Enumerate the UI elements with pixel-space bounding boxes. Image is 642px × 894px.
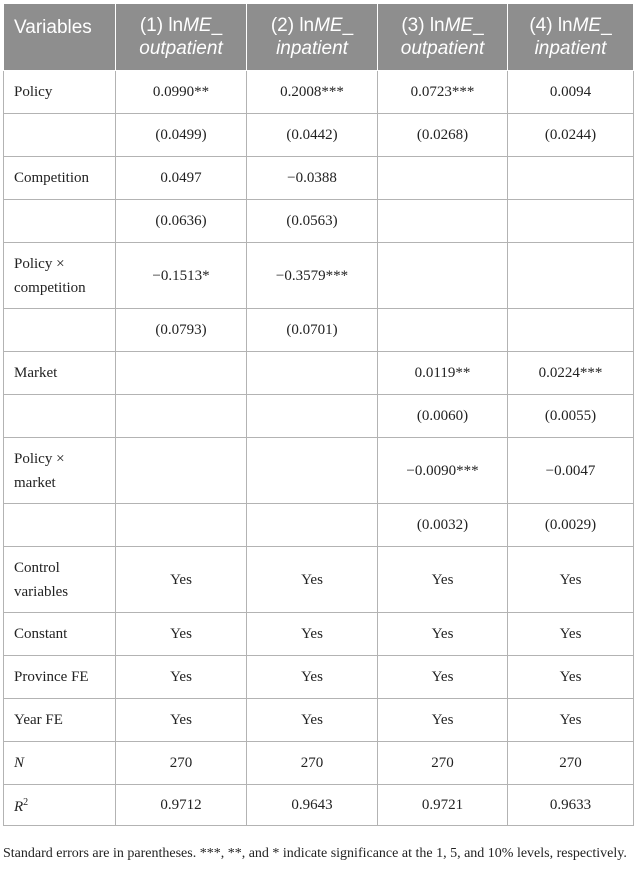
row-label: Market [4,352,116,395]
row-label [4,504,116,547]
table-cell: Yes [508,613,634,656]
table-row [4,699,634,742]
table-cell [247,504,378,547]
table-cell: Yes [378,547,508,613]
table-cell [378,157,508,200]
header-col-2-line2: inpatient [276,38,348,59]
header-col-2-line1: (2) lnME_ [270,15,354,36]
table-cell: −0.0047 [508,438,634,504]
table-cell: Yes [116,656,247,699]
header-col-3 [378,4,508,71]
row-label [4,309,116,352]
row-label [4,200,116,243]
header-col-3-line2: outpatient [400,38,485,59]
table-row [4,309,634,352]
table-cell [508,157,634,200]
regression-table [3,3,634,826]
table-cell [378,309,508,352]
table-cell: 0.9633 [508,785,634,826]
table-cell: (0.0701) [247,309,378,352]
header-col-4 [508,4,634,71]
table-row [4,243,634,309]
table-cell [378,200,508,243]
table-cell: 270 [247,742,378,785]
row-label [4,114,116,157]
table-cell: Yes [247,699,378,742]
table-cell: (0.0055) [508,395,634,438]
table-cell [116,438,247,504]
table-body [4,71,634,826]
table-cell [508,243,634,309]
table-row [4,504,634,547]
table-cell: 270 [508,742,634,785]
table-cell: 270 [116,742,247,785]
table-row [4,438,634,504]
header-col-1-line2: outpatient [139,38,223,59]
table-row [4,71,634,114]
row-label: Policy × market [4,438,116,504]
header-row [4,4,634,71]
header-col-4-line1: (4) lnME_ [529,15,612,36]
table-cell: (0.0029) [508,504,634,547]
table-cell: Yes [508,656,634,699]
table-cell: (0.0442) [247,114,378,157]
table-cell: Yes [116,613,247,656]
table-cell: Yes [378,656,508,699]
header-col-1-line1: (1) lnME_ [139,15,223,36]
table-cell [116,395,247,438]
table-cell: 0.9643 [247,785,378,826]
table-cell: 0.0990** [116,71,247,114]
row-label-text: N [14,755,25,771]
table-cell: 0.0497 [116,157,247,200]
table-cell: (0.0563) [247,200,378,243]
table-cell: 0.0119** [378,352,508,395]
row-label: $R^2$ [4,785,116,826]
row-label: Competition [4,157,116,200]
row-label: Policy × competition [4,243,116,309]
table-row [4,656,634,699]
table-cell [247,395,378,438]
table-cell: (0.0499) [116,114,247,157]
table-cell: Yes [116,699,247,742]
table-footnote: Standard errors are in parentheses. ***, **, and * indicate significance at the 1, 5, and 10% levels, respectively. [3,846,627,861]
row-label [4,742,116,785]
row-label: Province FE [4,656,116,699]
table-cell: −0.3579*** [247,243,378,309]
table-cell: Yes [247,613,378,656]
header-col-2 [247,4,378,71]
table-cell: 0.0094 [508,71,634,114]
header-col-1 [116,4,247,71]
table-cell: 0.0723*** [378,71,508,114]
table-cell: 0.9721 [378,785,508,826]
table-cell: (0.0032) [378,504,508,547]
table-row [4,352,634,395]
row-label: Year FE [4,699,116,742]
table-cell: (0.0244) [508,114,634,157]
header-col-4-line2: inpatient [534,38,607,59]
table-cell: −0.0090*** [378,438,508,504]
table-cell: 270 [378,742,508,785]
table-cell [378,243,508,309]
table-cell: Yes [508,699,634,742]
table-cell [508,200,634,243]
table-cell: Yes [508,547,634,613]
table-cell [116,504,247,547]
table-cell: −0.0388 [247,157,378,200]
table-cell [116,352,247,395]
table-cell [247,352,378,395]
table-cell [508,309,634,352]
table-row [4,395,634,438]
table-row [4,742,634,785]
table-row [4,200,634,243]
table-cell: Yes [247,547,378,613]
table-row [4,785,634,826]
table-cell: 0.0224*** [508,352,634,395]
table-row [4,157,634,200]
table-cell: (0.0793) [116,309,247,352]
table-cell: 0.2008*** [247,71,378,114]
table-cell: Yes [116,547,247,613]
table-cell: 0.9712 [116,785,247,826]
row-label: Control variables [4,547,116,613]
table-row [4,547,634,613]
table-cell: (0.0268) [378,114,508,157]
table-cell: −0.1513* [116,243,247,309]
header-variables: Variables [4,4,116,71]
table-row [4,114,634,157]
table-cell [247,438,378,504]
row-label: Constant [4,613,116,656]
row-label [4,395,116,438]
table-cell: Yes [378,699,508,742]
table-row [4,613,634,656]
table-cell: Yes [247,656,378,699]
table-cell: (0.0636) [116,200,247,243]
header-col-3-line1: (3) lnME_ [401,15,484,36]
row-label: Policy [4,71,116,114]
table-cell: Yes [378,613,508,656]
table-cell: (0.0060) [378,395,508,438]
